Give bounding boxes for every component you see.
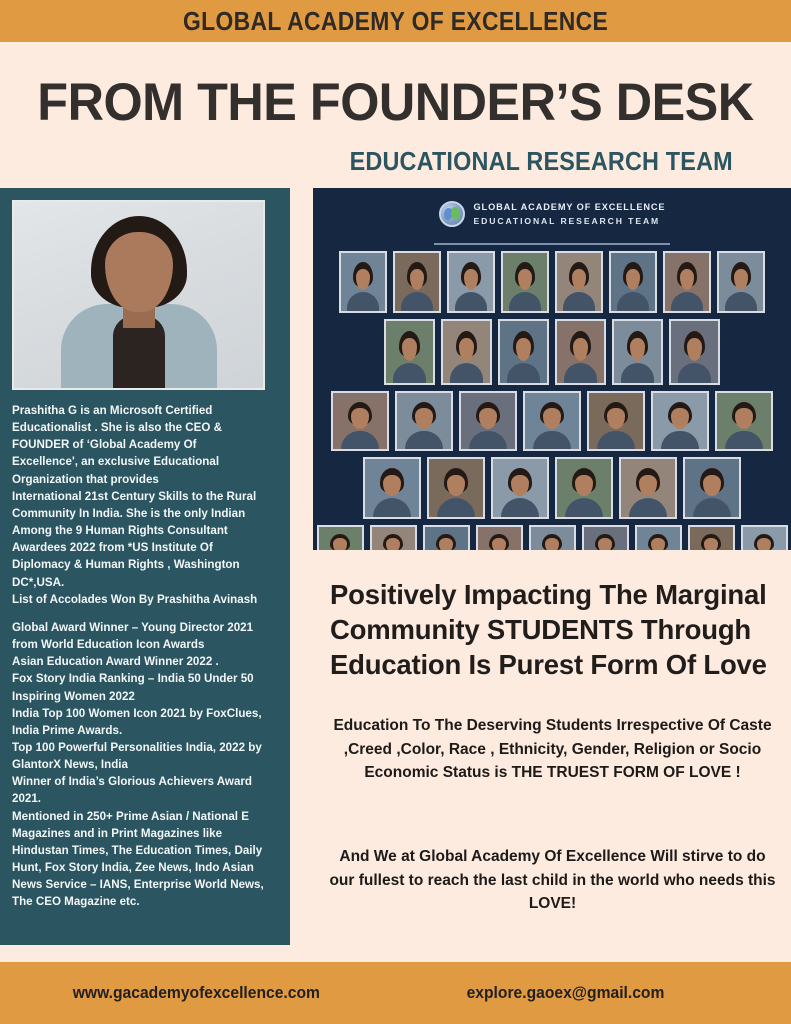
collage-tile (491, 457, 549, 519)
tile-face-shape (680, 269, 695, 290)
tile-face-shape (626, 269, 641, 290)
tile-body-shape (469, 431, 508, 449)
accolade-line: India Prime Awards. (12, 723, 123, 737)
tile-body-shape (373, 498, 412, 517)
collage-tile (317, 525, 364, 550)
collage-tile (715, 391, 773, 451)
tile-body-shape (564, 363, 598, 383)
tile-body-shape (661, 431, 700, 449)
tile-face-shape (630, 338, 646, 361)
tile-face-shape (439, 538, 453, 550)
tile-face-shape (545, 538, 559, 550)
collage-tile (529, 525, 576, 550)
organization-name: GLOBAL ACADEMY OF EXCELLENCE (182, 5, 609, 36)
collage-tile (498, 319, 549, 385)
portrait-face-shape (105, 232, 173, 312)
bio-line: Among the 9 Human Rights Consultant (12, 524, 228, 538)
collage-tile (555, 251, 603, 313)
tile-body-shape (401, 292, 433, 311)
accolade-line: Asian Education Award Winner 2022 . (12, 655, 219, 669)
tile-face-shape (383, 475, 401, 496)
tile-face-shape (572, 269, 587, 290)
collage-row (313, 457, 791, 519)
accolade-line: India Top 100 Women Icon 2021 by FoxClues, (12, 706, 262, 720)
collage-tile (363, 457, 421, 519)
collage-row (313, 525, 791, 550)
tile-body-shape (501, 498, 540, 517)
tile-body-shape (450, 363, 484, 383)
accolade-line: Global Award Winner – Young Director 2021 (12, 620, 254, 634)
collage-tile (669, 319, 720, 385)
bio-line: FOUNDER of ‘Global Academy Of (12, 438, 197, 452)
collage-tile (384, 319, 435, 385)
accolade-line: Hindustan Times, The Education Times, Daily (12, 843, 263, 857)
main-headline: Positively Impacting The Marginal Community STUDENTS Through Education Is Purest Form Of Love (330, 579, 767, 680)
accolade-line: Top 100 Powerful Personalities India, 2022 by (12, 740, 262, 754)
tile-face-shape (687, 338, 703, 361)
founder-bio-panel (0, 188, 290, 945)
collage-tile (651, 391, 709, 451)
tile-face-shape (735, 408, 753, 429)
tile-body-shape (617, 292, 649, 311)
tile-body-shape (405, 431, 444, 449)
collage-banner-line1: GLOBAL ACADEMY OF EXCELLENCE (473, 202, 666, 212)
bio-spacer (12, 608, 280, 619)
collage-grid (313, 251, 791, 550)
collage-banner-text (474, 202, 666, 226)
tile-body-shape (621, 363, 655, 383)
collage-tile (393, 251, 441, 313)
accolade-line: Magazines and in Print Magazines like (12, 826, 223, 840)
tile-face-shape (651, 538, 665, 550)
tile-face-shape (703, 475, 721, 496)
bio-line: Awardees 2022 from *US Institute Of (12, 541, 213, 555)
founder-accolades-list (12, 619, 280, 911)
tile-face-shape (516, 338, 532, 361)
bio-line: Diplomacy & Human Rights , Washington (12, 558, 240, 572)
collage-tile (609, 251, 657, 313)
tile-face-shape (459, 338, 475, 361)
collage-banner (313, 188, 791, 238)
tile-face-shape (351, 408, 369, 429)
collage-tile (427, 457, 485, 519)
collage-divider (434, 243, 670, 245)
tile-body-shape (725, 431, 764, 449)
collage-tile (447, 251, 495, 313)
tile-face-shape (415, 408, 433, 429)
tile-face-shape (671, 408, 689, 429)
accolade-line: The CEO Magazine etc. (12, 895, 140, 909)
tile-face-shape (464, 269, 479, 290)
bio-line: Educationalist . She is also the CEO & (12, 421, 223, 435)
tile-body-shape (507, 363, 541, 383)
tile-body-shape (563, 292, 595, 311)
accolade-line: 2021. (12, 792, 42, 806)
collage-tile (476, 525, 523, 550)
collage-tile (717, 251, 765, 313)
collage-tile (441, 319, 492, 385)
tile-face-shape (402, 338, 418, 361)
collage-tile (459, 391, 517, 451)
body-paragraph-2: And We at Global Academy Of Excellence Will stirve to do our fullest to reach the last child in the world who needs this LOVE! (329, 848, 776, 913)
tile-body-shape (678, 363, 712, 383)
collage-tile (582, 525, 629, 550)
collage-tile (663, 251, 711, 313)
tile-face-shape (479, 408, 497, 429)
tile-face-shape (575, 475, 593, 496)
collage-row (313, 319, 791, 385)
collage-tile (587, 391, 645, 451)
tile-body-shape (565, 498, 604, 517)
tile-body-shape (629, 498, 668, 517)
bio-line: DC*,USA. (12, 575, 65, 589)
tile-face-shape (410, 269, 425, 290)
collage-tile (423, 525, 470, 550)
collage-row (313, 391, 791, 451)
collage-banner-line2: EDUCATIONAL RESEARCH TEAM (473, 216, 661, 226)
tile-face-shape (543, 408, 561, 429)
collage-tile (688, 525, 735, 550)
tile-body-shape (725, 292, 757, 311)
bio-line: Prashitha G is an Microsoft Certified (12, 404, 213, 417)
bio-line: List of Accolades Won By Prashitha Avinash (12, 592, 258, 606)
collage-tile (523, 391, 581, 451)
footer-bar (0, 962, 791, 1024)
tile-body-shape (597, 431, 636, 449)
tile-face-shape (598, 538, 612, 550)
collage-tile (612, 319, 663, 385)
accolade-line: from World Education Icon Awards (12, 638, 205, 652)
tile-face-shape (734, 269, 749, 290)
accolade-line: Mentioned in 250+ Prime Asian / National E (12, 809, 249, 823)
tile-face-shape (607, 408, 625, 429)
collage-tile (619, 457, 677, 519)
tile-face-shape (511, 475, 529, 496)
team-photo-collage (313, 188, 791, 550)
accolade-line: Hunt, Fox Story India, Zee News, Indo Asian (12, 861, 254, 875)
accolade-line: Fox Story India Ranking – India 50 Under 50 (12, 672, 254, 686)
tile-face-shape (704, 538, 718, 550)
tile-face-shape (386, 538, 400, 550)
tile-face-shape (447, 475, 465, 496)
tile-body-shape (533, 431, 572, 449)
tile-face-shape (356, 269, 371, 290)
collage-tile (395, 391, 453, 451)
founder-bio-lines (12, 402, 280, 608)
collage-row (313, 251, 791, 313)
collage-tile (555, 319, 606, 385)
founder-photo (12, 200, 265, 390)
founder-bio-text (12, 402, 280, 911)
collage-tile (741, 525, 788, 550)
footer-email-link[interactable]: explore.gaoex@gmail.com (466, 983, 665, 1002)
page-title: FROM THE FOUNDER’S DESK (37, 73, 754, 132)
tile-body-shape (671, 292, 703, 311)
tile-body-shape (437, 498, 476, 517)
footer-website-link[interactable]: www.gacademyofexcellence.com (72, 983, 320, 1002)
bio-line: International 21st Century Skills to the Rural (12, 489, 257, 503)
collage-tile (501, 251, 549, 313)
tile-face-shape (573, 338, 589, 361)
bio-line: Organization that provides (12, 472, 159, 486)
header-bar (0, 0, 791, 42)
tile-face-shape (333, 538, 347, 550)
tile-body-shape (393, 363, 427, 383)
accolade-line: Inspiring Women 2022 (12, 689, 135, 703)
globe-icon (439, 201, 465, 227)
collage-tile (339, 251, 387, 313)
collage-tile (331, 391, 389, 451)
collage-tile (555, 457, 613, 519)
tile-body-shape (347, 292, 379, 311)
accolade-line: Winner of India’s Glorious Achievers Award (12, 775, 252, 789)
accolade-line: News Service – IANS, Enterprise World News, (12, 878, 264, 892)
body-paragraph-1: Education To The Deserving Students Irrespective Of Caste ,Creed ,Color, Race , Ethnicity, Gender, Religion or Socio Economic Status is THE TRUEST FORM OF LOVE ! (333, 717, 772, 782)
collage-tile (370, 525, 417, 550)
bio-line: Community In India. She is the only Indian (12, 506, 246, 520)
tile-face-shape (518, 269, 533, 290)
collage-tile (635, 525, 682, 550)
tile-body-shape (509, 292, 541, 311)
accolade-line: GlantorX News, India (12, 758, 128, 772)
tile-body-shape (341, 431, 380, 449)
tile-face-shape (757, 538, 771, 550)
collage-tile (683, 457, 741, 519)
tile-face-shape (492, 538, 506, 550)
bio-line: Excellence', an exclusive Educational (12, 455, 220, 469)
tile-body-shape (693, 498, 732, 517)
tile-face-shape (639, 475, 657, 496)
tile-body-shape (455, 292, 487, 311)
page-subtitle: EDUCATIONAL RESEARCH TEAM (349, 146, 733, 176)
